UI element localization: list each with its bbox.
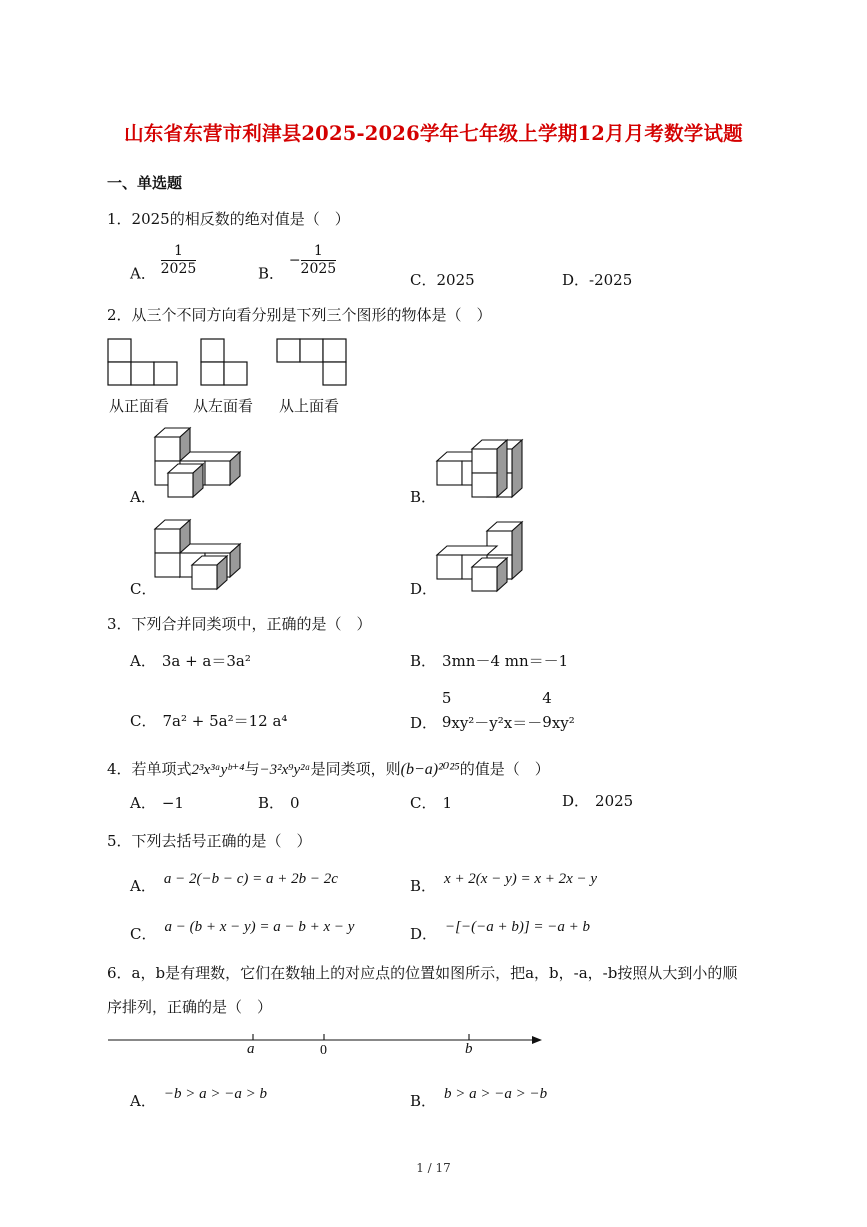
q3-d-label: D． — [410, 714, 438, 732]
q5-d-label: D． — [410, 925, 438, 943]
q5-b-label: B． — [410, 877, 437, 895]
section-heading: 一、单选题 — [107, 174, 183, 192]
q1-option-c[interactable]: C．2025 — [410, 271, 475, 289]
q3-stem: 3．下列合并同类项中，正确的是（ ） — [107, 615, 372, 633]
q6-b-label: B． — [410, 1092, 437, 1110]
q1-option-d[interactable]: D．-2025 — [562, 271, 633, 289]
q1-b-label: B． — [258, 264, 285, 283]
q4-expression: (b−a)²⁰²⁵ — [400, 761, 460, 778]
q2-view-front-label: 从正面看 — [109, 397, 170, 415]
q5-b-expression: x + 2(x − y) = x + 2x − y — [444, 871, 598, 887]
q3-d-frac1-den: 9 — [441, 713, 452, 731]
q4-a-value: −1 — [161, 794, 184, 812]
q3-a-label: A． — [130, 652, 156, 670]
q6-option-b[interactable] — [410, 1084, 547, 1111]
q1-a-label: A． — [130, 264, 156, 283]
page-number: 1 / 17 — [416, 1161, 451, 1175]
q1-b-sign: − — [288, 252, 301, 269]
q1-b-numerator: 1 — [301, 243, 337, 261]
q3-a-text: 3a + a＝3a² — [161, 652, 251, 670]
q2-option-a[interactable]: A． — [130, 488, 156, 506]
q6-option-a[interactable] — [130, 1084, 267, 1111]
q4-stem-end: 的值是（ ） — [459, 760, 550, 778]
q6-stem-line2: 序排列，正确的是（ ） — [107, 998, 273, 1016]
q1-stem: 1．2025的相反数的绝对值是（ ） — [107, 210, 350, 228]
q4-d-value: 2025 — [595, 792, 634, 810]
q4-monomial-2: −3²x⁹y²ᵃ — [259, 762, 311, 778]
q3-d-mid: xy²－y²x＝－ — [451, 714, 543, 732]
q4-d-label: D． — [562, 792, 590, 810]
q6-b-expression: b > a > −a > −b — [444, 1086, 548, 1102]
q6-a-label: A． — [130, 1092, 156, 1110]
q2-option-b[interactable]: B． — [410, 488, 437, 506]
q3-d-frac2-num: 4 — [542, 689, 552, 707]
axis-label-zero: 0 — [320, 1043, 327, 1058]
q5-c-label: C． — [130, 925, 157, 943]
page-title: 山东省东营市利津县2025-2026学年七年级上学期12月月考数学试题 — [124, 122, 743, 145]
q1-b-denominator: 2025 — [300, 261, 337, 277]
q2-view-top-label: 从上面看 — [279, 397, 340, 415]
q3-c-text: 7a² + 5a²＝12 a⁴ — [162, 712, 288, 730]
q2-option-c[interactable]: C． — [130, 580, 157, 598]
q5-c-expression: a − (b + x − y) = a − b + x − y — [164, 919, 355, 935]
q4-stem-pre: 4．若单项式 — [107, 760, 192, 778]
q5-stem: 5．下列去括号正确的是（ ） — [107, 832, 312, 850]
q6-stem-line1: 6．a，b是有理数，它们在数轴上的对应点的位置如图所示，把a，b，-a，-b按照从大到小的顺 — [107, 964, 738, 982]
axis-label-b: b — [465, 1041, 473, 1057]
q3-d-frac1-num: 5 — [441, 689, 452, 707]
q2-option-d[interactable]: D． — [410, 580, 438, 598]
q4-monomial-1: 2³x³ᵃyᵇ⁺⁴ — [191, 762, 245, 778]
q4-b-value: 0 — [290, 794, 300, 812]
q4-a-label: A． — [130, 794, 156, 812]
q6-a-expression: −b > a > −a > b — [163, 1086, 267, 1102]
q4-stem-mid2: 是同类项，则 — [310, 760, 401, 778]
q1-a-denominator: 2025 — [160, 261, 197, 277]
q3-b-text: 3mn－4 mn＝－1 — [442, 652, 569, 670]
q1-a-numerator: 1 — [161, 243, 197, 261]
axis-label-a: a — [247, 1041, 255, 1057]
q5-a-label: A． — [130, 877, 156, 895]
q3-b-label: B． — [410, 652, 437, 670]
q4-stem-mid: 与 — [244, 760, 260, 778]
q4-c-value: 1 — [442, 794, 453, 812]
q4-b-label: B． — [258, 794, 285, 812]
q3-d-end: xy² — [551, 714, 575, 732]
q4-c-label: C． — [410, 794, 437, 812]
q2-view-left-label: 从左面看 — [193, 397, 254, 415]
q3-d-frac2-den: 9 — [542, 713, 552, 731]
q5-d-expression: −[−(−a + b)] = −a + b — [445, 919, 591, 935]
q3-c-label: C． — [130, 712, 157, 730]
q5-a-expression: a − 2(−b − c) = a + 2b − 2c — [163, 871, 338, 887]
q2-stem: 2．从三个不同方向看分别是下列三个图形的物体是（ ） — [107, 306, 492, 324]
